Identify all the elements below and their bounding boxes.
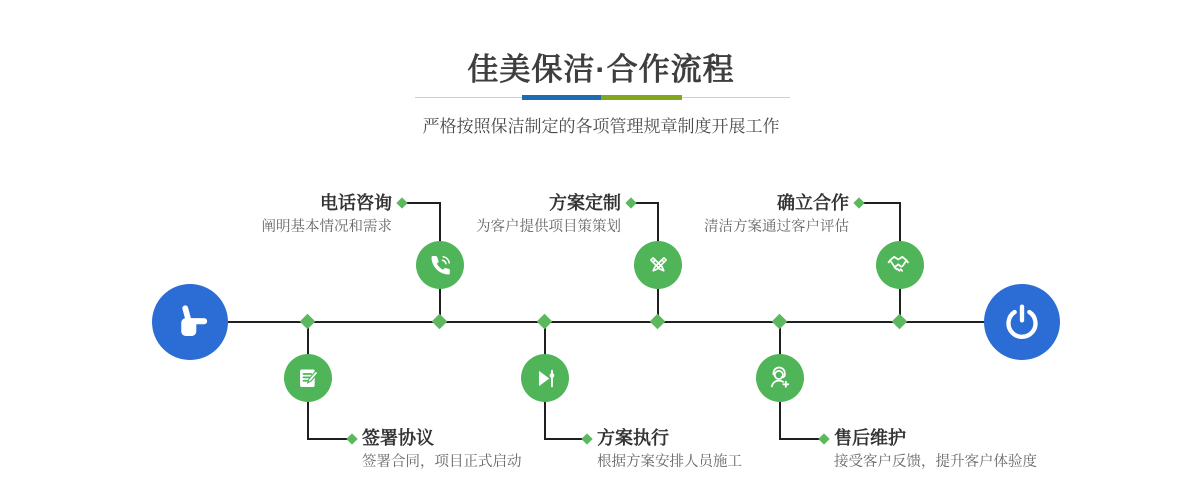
step-desc: 签署合同，项目正式启动 [362,454,522,470]
page-title: 佳美保洁·合作流程 [467,52,735,87]
step-title: 方案执行 [597,428,669,448]
step-phone-consult [262,193,393,236]
timeline-node-diamond [650,314,666,330]
timeline-node-diamond [772,314,788,330]
step-title: 方案定制 [549,193,621,213]
connector-hline [860,202,901,204]
label-diamond [818,433,829,444]
label-diamond [853,197,864,208]
step-circle-service [756,354,804,402]
step-title: 售后维护 [834,428,906,448]
title-divider-blue-segment [522,95,601,100]
step-sign-agreement [362,428,522,471]
connector-hline [403,202,441,204]
step-circle-contract [284,354,332,402]
timeline-node-diamond [892,314,908,330]
step-desc: 清洁方案通过客户评估 [704,219,849,235]
step-title: 确立合作 [777,193,849,213]
step-establish-cooperation [704,193,849,236]
label-diamond [625,197,636,208]
step-title: 签署协议 [362,428,434,448]
power-icon [1002,302,1042,342]
phone-icon [427,252,454,279]
contract-icon [295,365,322,392]
handshake-icon [886,251,914,279]
step-circle-phone [416,241,464,289]
step-desc: 根据方案安排人员施工 [597,454,742,470]
timeline-start-circle [152,284,228,360]
step-plan-execution [597,428,742,471]
design-icon [645,252,672,279]
execute-icon [532,365,559,392]
timeline-node-diamond [537,314,553,330]
label-diamond [396,197,407,208]
step-circle-design [634,241,682,289]
step-plan-customize [476,193,621,236]
step-title: 电话咨询 [320,193,392,213]
step-desc: 接受客户反馈，提升客户体验度 [834,454,1037,470]
label-diamond [346,433,357,444]
service-icon [766,364,794,392]
title-divider-green-segment [601,95,682,100]
label-diamond [581,433,592,444]
step-after-sales [834,428,1037,471]
hand-pointer-icon [169,301,211,343]
step-circle-execute [521,354,569,402]
timeline-node-diamond [432,314,448,330]
step-circle-handshake [876,241,924,289]
page-subtitle: 严格按照保洁制定的各项管理规章制度开展工作 [422,117,780,136]
step-desc: 阐明基本情况和需求 [261,219,392,235]
timeline-node-diamond [300,314,316,330]
step-desc: 为客户提供项目策策划 [476,219,621,235]
timeline-end-circle [984,284,1060,360]
